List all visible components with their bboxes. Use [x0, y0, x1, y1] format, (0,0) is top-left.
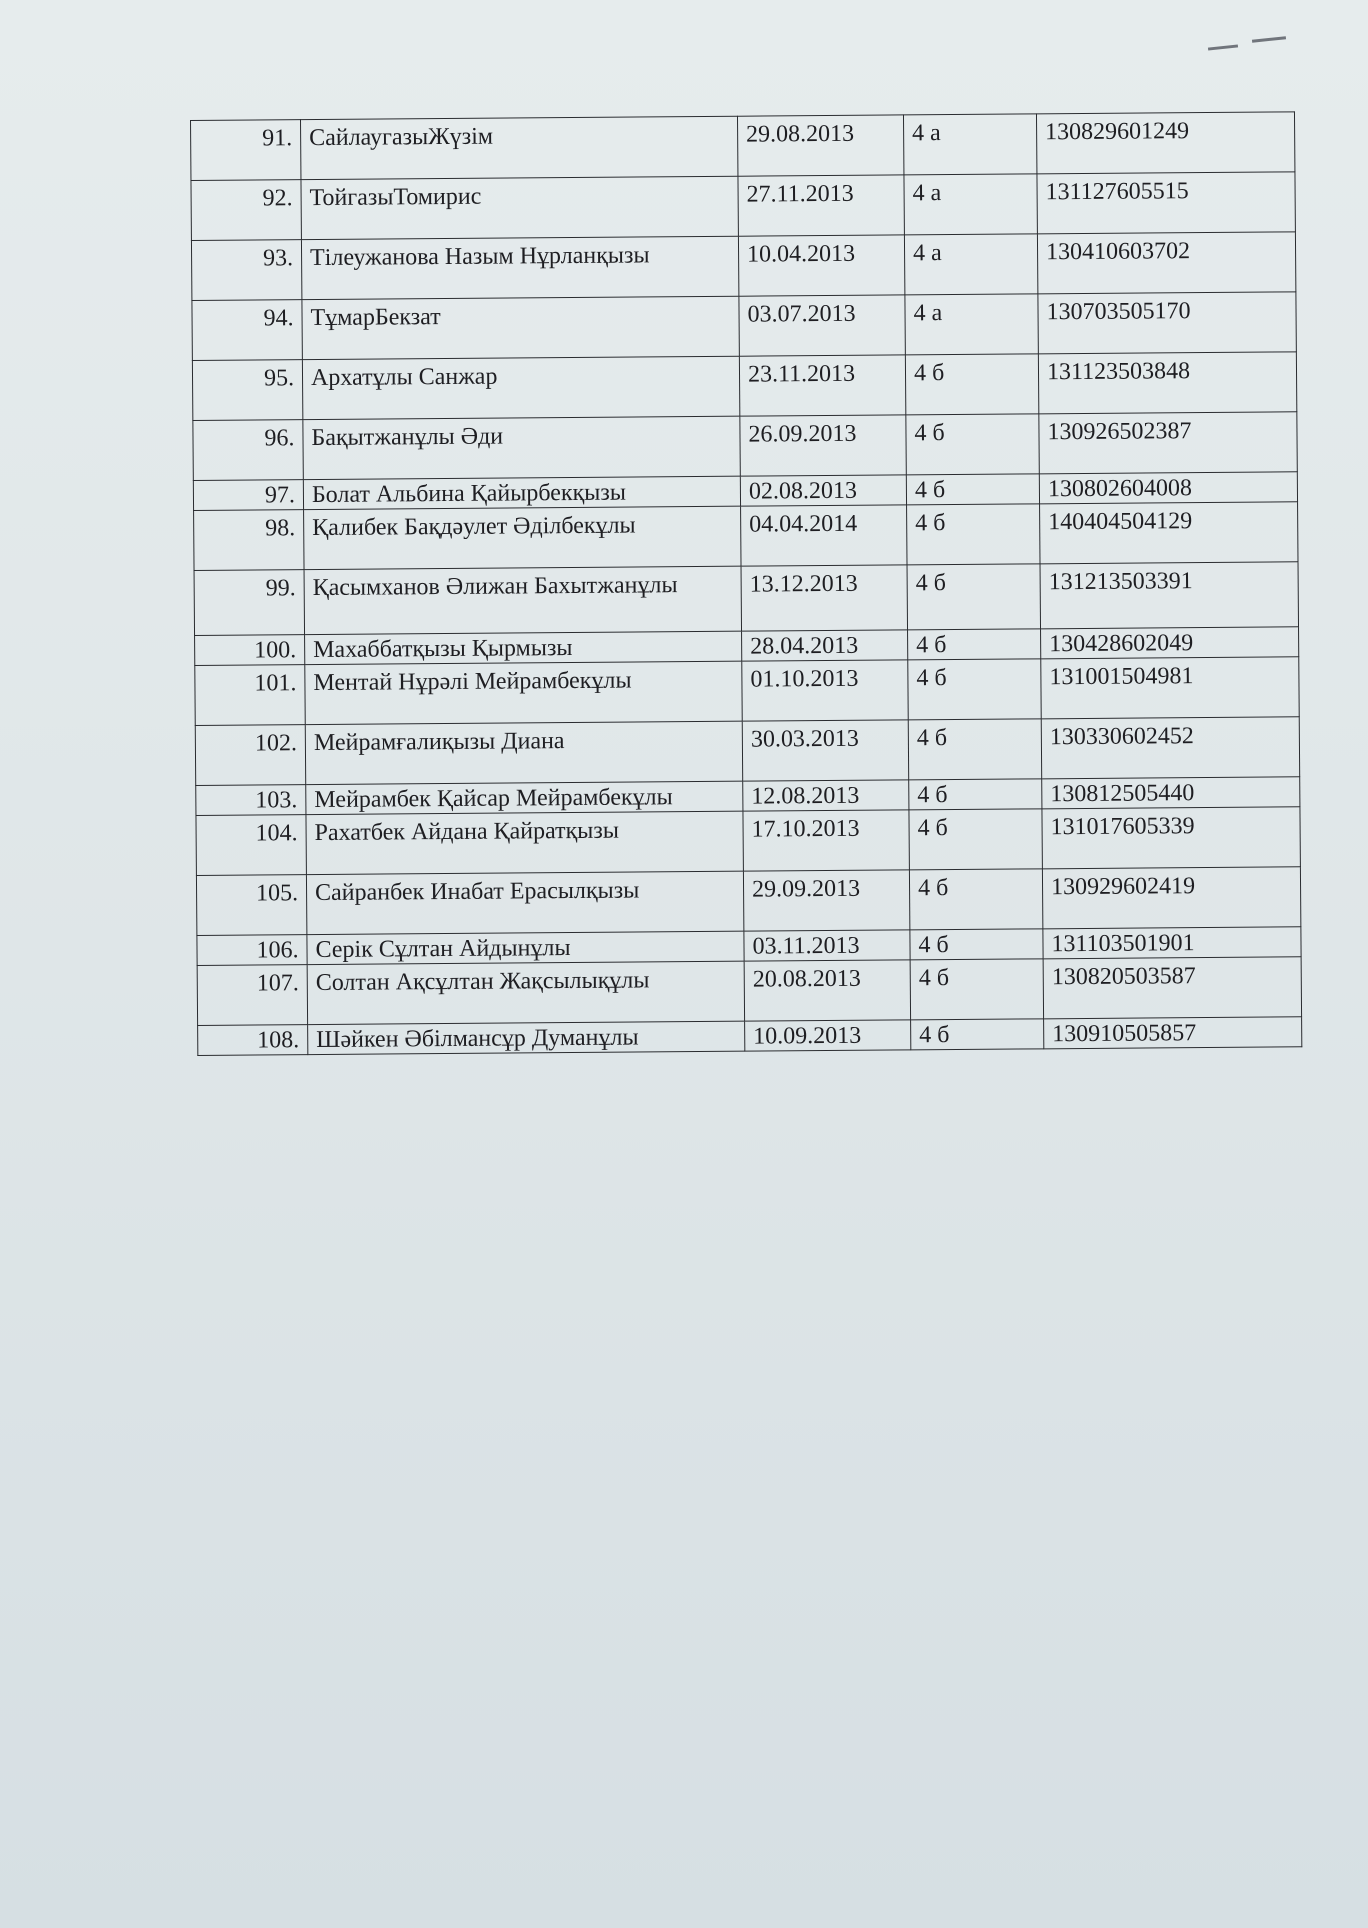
student-name: Ментай Нұрәлі Мейрамбекұлы — [305, 661, 742, 724]
table-row — [195, 717, 1299, 786]
class-grade: 4 б — [911, 1019, 1044, 1050]
row-number: 97. — [193, 480, 303, 511]
birth-date: 17.10.2013 — [743, 810, 909, 871]
row-number: 92. — [191, 180, 301, 241]
student-name: Тілеужанова Назым Нұрланқызы — [301, 236, 738, 299]
table-row — [196, 867, 1300, 936]
student-name: Рахатбек Айдана Қайратқызы — [306, 811, 743, 874]
row-number: 105. — [196, 875, 306, 936]
row-number: 94. — [192, 300, 302, 361]
birth-date: 02.08.2013 — [740, 475, 906, 506]
student-name: ТойгазыТомирис — [301, 176, 738, 239]
row-number: 101. — [195, 665, 305, 726]
birth-date: 29.09.2013 — [743, 870, 909, 931]
birth-date: 30.03.2013 — [742, 720, 908, 781]
student-name: Сайранбек Инабат Ерасылқызы — [306, 871, 743, 934]
class-grade: 4 б — [910, 929, 1043, 960]
birth-date: 13.12.2013 — [741, 565, 908, 631]
birth-date: 20.08.2013 — [744, 960, 910, 1021]
row-number: 100. — [195, 635, 305, 666]
class-grade: 4 а — [904, 174, 1037, 235]
id-number: 130812505440 — [1042, 777, 1300, 809]
table-row — [194, 562, 1298, 636]
row-number: 99. — [194, 570, 305, 636]
table-row — [192, 292, 1296, 361]
birth-date: 04.04.2014 — [741, 505, 907, 566]
class-grade: 4 б — [909, 779, 1042, 810]
id-number: 130829601249 — [1036, 112, 1294, 174]
row-number: 95. — [192, 360, 302, 421]
id-number: 130330602452 — [1041, 717, 1299, 779]
row-number: 91. — [191, 120, 301, 181]
class-grade: 4 б — [909, 809, 1042, 870]
birth-date: 03.07.2013 — [739, 295, 905, 356]
row-number: 107. — [197, 965, 307, 1026]
birth-date: 26.09.2013 — [740, 415, 906, 476]
id-number: 130910505857 — [1044, 1017, 1302, 1049]
row-number: 103. — [196, 785, 306, 816]
id-number: 130703505170 — [1038, 292, 1296, 354]
class-grade: 4 а — [904, 234, 1037, 295]
student-name: Махаббатқызы Қырмызы — [305, 631, 742, 664]
row-number: 104. — [196, 815, 306, 876]
class-grade: 4 б — [906, 414, 1039, 475]
id-number: 130802604008 — [1039, 472, 1297, 504]
student-name: ТұмарБекзат — [302, 296, 739, 359]
class-grade: 4 б — [909, 869, 1042, 930]
student-name: Шәйкен Әбілмансұр Думанұлы — [308, 1021, 745, 1054]
birth-date: 01.10.2013 — [742, 660, 908, 721]
class-grade: 4 б — [910, 959, 1043, 1020]
id-number: 131213503391 — [1040, 562, 1299, 629]
row-number: 106. — [197, 935, 307, 966]
table-row — [196, 807, 1300, 876]
class-grade: 4 а — [905, 294, 1038, 355]
birth-date: 10.04.2013 — [738, 235, 904, 296]
row-number: 102. — [195, 725, 305, 786]
row-number: 93. — [191, 240, 301, 301]
birth-date: 28.04.2013 — [742, 630, 908, 661]
birth-date: 12.08.2013 — [743, 780, 909, 811]
class-grade: 4 б — [908, 629, 1041, 660]
row-number: 96. — [193, 420, 303, 481]
id-number: 131017605339 — [1042, 807, 1300, 869]
birth-date: 23.11.2013 — [739, 355, 905, 416]
birth-date: 27.11.2013 — [738, 175, 904, 236]
student-name: Солтан Ақсұлтан Жақсылықұлы — [307, 961, 744, 1024]
class-grade: 4 б — [908, 719, 1041, 780]
class-grade: 4 б — [907, 504, 1040, 565]
id-number: 130428602049 — [1041, 627, 1299, 659]
student-name: Қалибек Бақдәулет Әділбекұлы — [304, 506, 741, 569]
student-name: Бақытжанұлы Әди — [303, 416, 740, 479]
student-name: Қасымханов Әлижан Бахытжанұлы — [304, 566, 741, 634]
table-row — [197, 957, 1301, 1026]
row-number: 98. — [194, 510, 304, 571]
student-name: Болат Альбина Қайырбекқызы — [303, 476, 740, 509]
id-number: 131127605515 — [1037, 172, 1295, 234]
birth-date: 03.11.2013 — [744, 930, 910, 961]
class-grade: 4 б — [906, 474, 1039, 505]
table-row — [193, 412, 1297, 481]
birth-date: 10.09.2013 — [745, 1020, 911, 1051]
id-number: 131123503848 — [1038, 352, 1296, 414]
student-name: СайлаугазыЖүзім — [301, 116, 738, 179]
id-number: 130929602419 — [1042, 867, 1300, 929]
student-roster-table — [190, 111, 1302, 1056]
pen-mark — [1208, 44, 1238, 50]
id-number: 131001504981 — [1041, 657, 1299, 719]
birth-date: 29.08.2013 — [737, 115, 903, 176]
row-number: 108. — [198, 1025, 308, 1056]
class-grade: 4 б — [908, 659, 1041, 720]
class-grade: 4 б — [905, 354, 1038, 415]
table-row — [191, 232, 1295, 301]
id-number: 130410603702 — [1037, 232, 1295, 294]
class-grade: 4 а — [903, 114, 1036, 175]
table-row — [195, 657, 1299, 726]
class-grade: 4 б — [907, 564, 1041, 630]
id-number: 130926502387 — [1039, 412, 1297, 474]
id-number: 131103501901 — [1043, 927, 1301, 959]
pen-mark — [1252, 36, 1286, 43]
table-row — [192, 352, 1296, 421]
student-name: Архатұлы Санжар — [302, 356, 739, 419]
id-number: 130820503587 — [1043, 957, 1301, 1019]
table-row — [194, 502, 1298, 571]
student-name: Серік Сұлтан Айдынұлы — [307, 931, 744, 964]
student-name: Мейрамғалиқызы Диана — [305, 721, 742, 784]
id-number: 140404504129 — [1040, 502, 1298, 564]
table-row — [191, 112, 1295, 181]
table-row — [191, 172, 1295, 241]
student-name: Мейрамбек Қайсар Мейрамбекұлы — [306, 781, 743, 814]
